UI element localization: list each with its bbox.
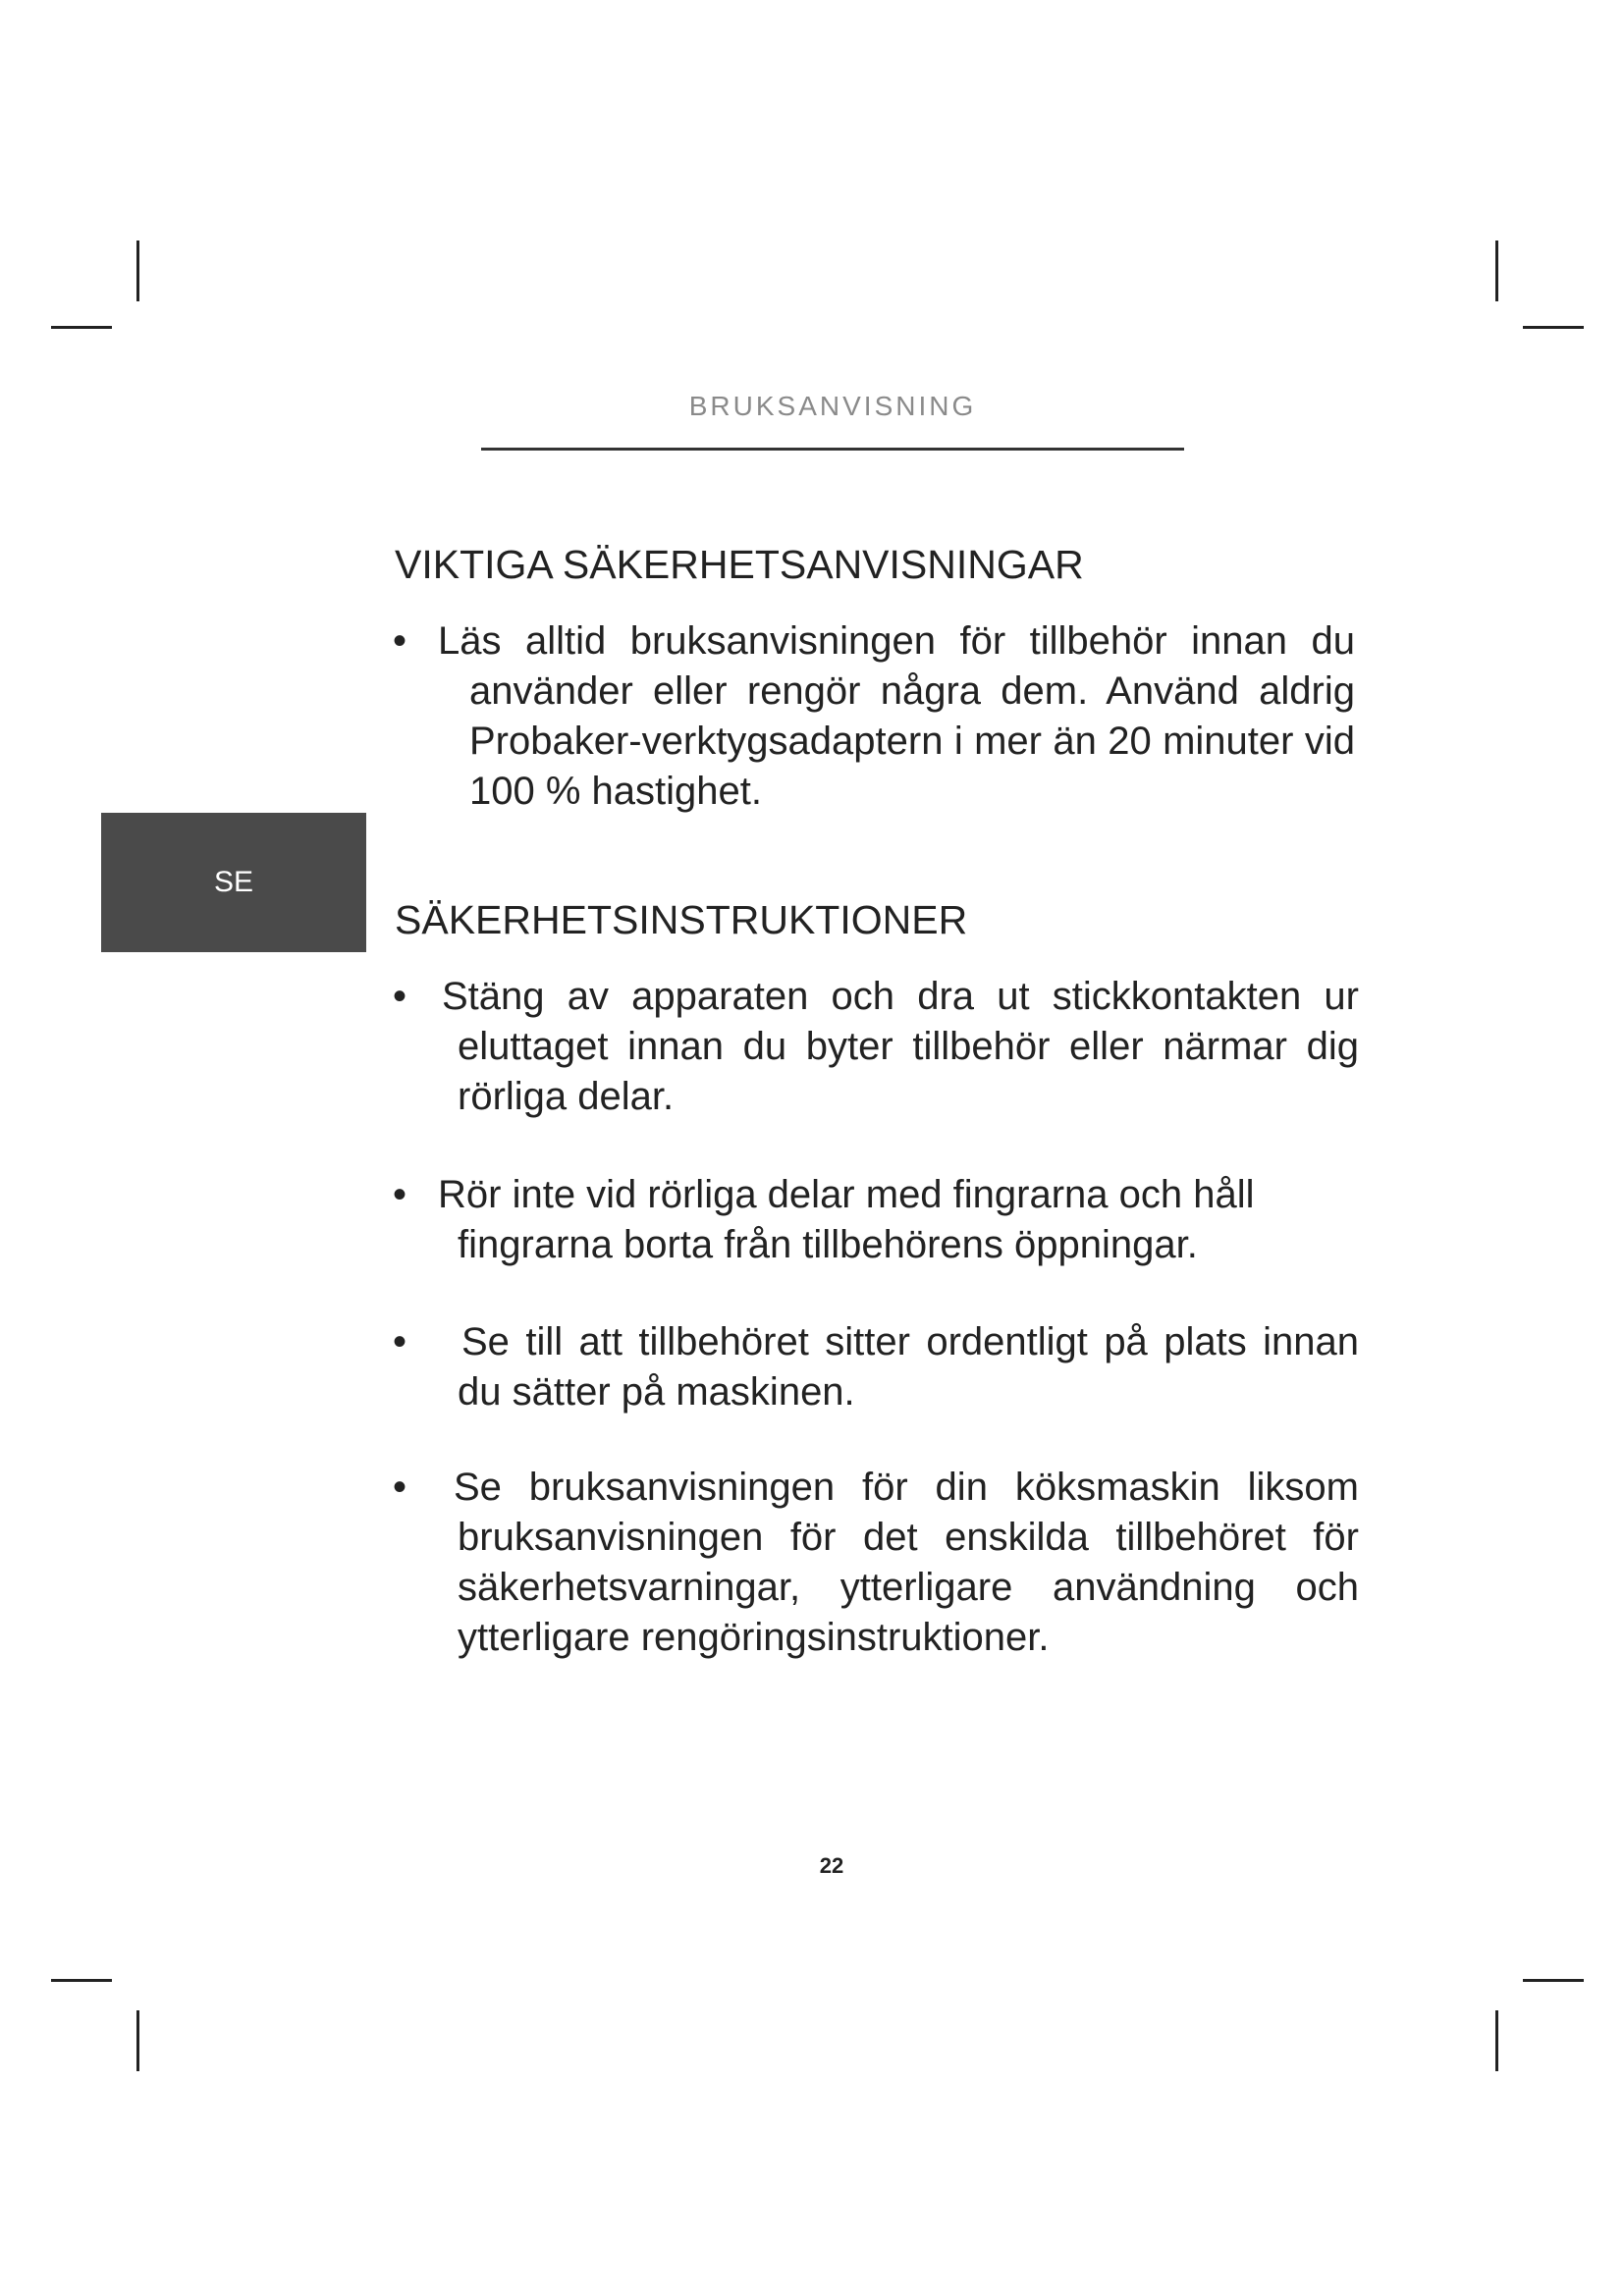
crop-mark-top-left-horizontal <box>51 326 112 329</box>
list-item-text: Läs alltid bruksanvisningen för tillbehör innan du använder eller rengör några dem. Använd aldrig Probaker-verktygsadaptern i mer än 20 minuter vid 100 % hastighet. <box>438 619 1355 813</box>
bullet-icon: • <box>393 1466 407 1509</box>
list-item-text: Rör inte vid rörliga delar med fingrarna och håll fingrarna borta från tillbehörens öppningar. <box>438 1173 1255 1266</box>
list-item-text: Se till att tillbehöret sitter ordentligt på plats innan du sätter på maskinen. <box>458 1320 1359 1414</box>
page-number: 22 <box>819 1853 844 1878</box>
crop-mark-bottom-right-vertical <box>1495 2010 1498 2071</box>
crop-mark-bottom-left-vertical <box>136 2010 139 2071</box>
language-tab <box>101 813 366 952</box>
list-item-text: Stäng av apparaten och dra ut stickkontakten ur eluttaget innan du byter tillbehör eller närmar dig rörliga delar. <box>442 975 1359 1118</box>
list-item <box>393 1463 1359 1663</box>
list-item <box>393 1317 1359 1417</box>
list-item-text: Se bruksanvisningen för din köksmaskin liksom bruksanvisningen för det enskilda tillbehöret för säkerhetsvarningar, ytterligare användning och ytterligare rengöringsinstruktioner. <box>454 1466 1359 1659</box>
list-item <box>393 972 1359 1122</box>
list-item <box>393 1170 1359 1270</box>
bullet-icon: • <box>393 1320 407 1363</box>
crop-mark-bottom-left-horizontal <box>51 1979 112 1982</box>
language-tab-label: SE <box>213 866 254 898</box>
crop-mark-bottom-right-horizontal <box>1523 1979 1584 1982</box>
running-header: BRUKSANVISNING <box>688 391 977 421</box>
bullet-icon: • <box>393 1173 407 1216</box>
list-item <box>393 616 1355 817</box>
bullet-icon: • <box>393 619 407 663</box>
crop-mark-top-right-vertical <box>1495 240 1498 301</box>
crop-mark-top-right-horizontal <box>1523 326 1584 329</box>
section-title-important-safety: VIKTIGA SÄKERHETSANVISNINGAR <box>395 542 1084 587</box>
crop-mark-top-left-vertical <box>136 240 139 301</box>
bullet-icon: • <box>393 975 407 1018</box>
section-title-safety-instructions: SÄKERHETSINSTRUKTIONER <box>395 897 968 942</box>
header-rule <box>481 448 1184 451</box>
